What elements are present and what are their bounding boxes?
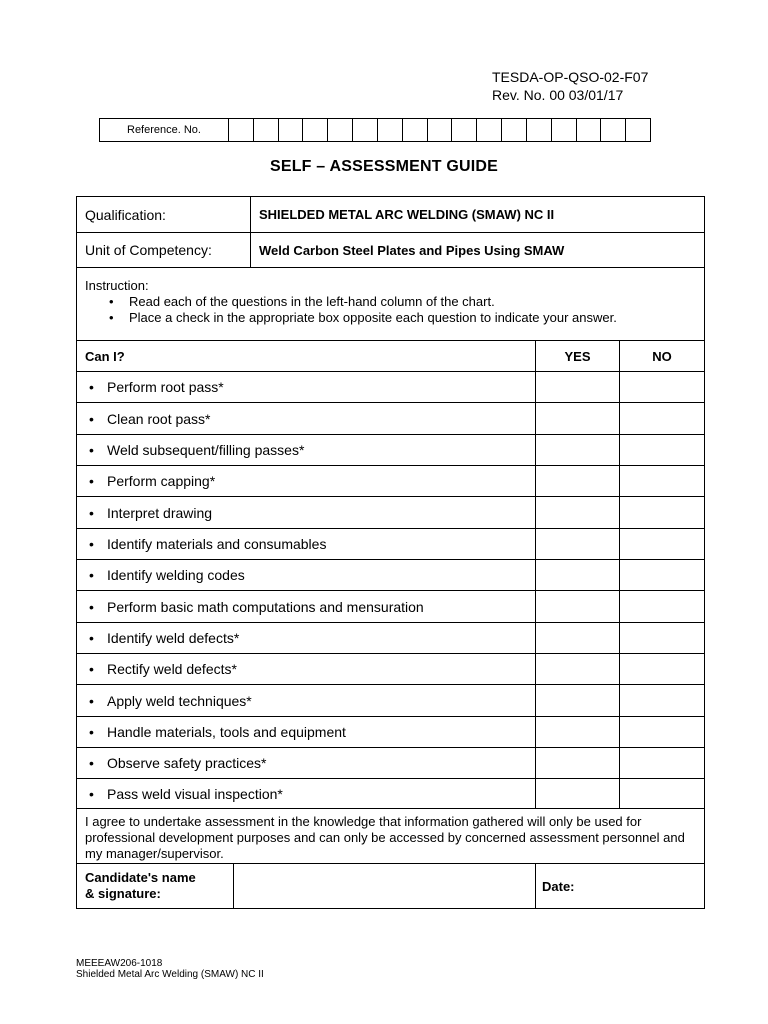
bullet-icon: • bbox=[89, 724, 94, 740]
no-checkbox[interactable] bbox=[620, 779, 704, 808]
bullet-icon: • bbox=[89, 755, 94, 771]
table-header-row bbox=[77, 341, 704, 372]
reference-digit-box[interactable] bbox=[328, 119, 353, 141]
qualification-value: SHIELDED METAL ARC WELDING (SMAW) NC II bbox=[259, 207, 555, 222]
candidate-name-label-line2: & signature: bbox=[85, 886, 161, 901]
reference-digit-box[interactable] bbox=[577, 119, 602, 141]
reference-digit-box[interactable] bbox=[403, 119, 428, 141]
bullet-icon: • bbox=[89, 473, 94, 489]
question-text: Identify welding codes bbox=[107, 567, 245, 583]
bullet-icon: • bbox=[89, 536, 94, 552]
reference-digit-box[interactable] bbox=[626, 119, 650, 141]
bullet-icon: • bbox=[89, 504, 94, 521]
footer-code: MEEEAW206-1018 bbox=[76, 958, 163, 969]
reference-digit-box[interactable] bbox=[229, 119, 254, 141]
no-checkbox[interactable] bbox=[620, 435, 704, 465]
yes-checkbox[interactable] bbox=[536, 717, 620, 747]
question-text: Perform root pass* bbox=[107, 379, 224, 395]
reference-label: Reference. No. bbox=[100, 119, 229, 141]
reference-digit-box[interactable] bbox=[303, 119, 328, 141]
reference-digit-box[interactable] bbox=[254, 119, 279, 141]
reference-digit-box[interactable] bbox=[428, 119, 453, 141]
bullet-icon: • bbox=[89, 661, 94, 677]
no-checkbox[interactable] bbox=[620, 623, 704, 653]
yes-checkbox[interactable] bbox=[536, 748, 620, 778]
question-text: Pass weld visual inspection* bbox=[107, 785, 283, 802]
yes-checkbox[interactable] bbox=[536, 372, 620, 402]
question-row bbox=[77, 717, 704, 748]
no-checkbox[interactable] bbox=[620, 372, 704, 402]
question-text: Identify weld defects* bbox=[107, 630, 240, 646]
instruction-heading: Instruction: bbox=[85, 278, 149, 293]
question-row bbox=[77, 497, 704, 529]
instruction-item: • Read each of the questions in the left-hand column of the chart. bbox=[85, 294, 704, 310]
bullet-icon: • bbox=[89, 598, 94, 615]
question-text: Rectify weld defects* bbox=[107, 661, 237, 677]
yes-checkbox[interactable] bbox=[536, 466, 620, 496]
candidate-name-label bbox=[77, 864, 234, 908]
yes-checkbox[interactable] bbox=[536, 623, 620, 653]
instruction-box bbox=[77, 268, 704, 341]
reference-digit-box[interactable] bbox=[452, 119, 477, 141]
reference-digit-box[interactable] bbox=[353, 119, 378, 141]
bullet-icon: • bbox=[89, 567, 94, 583]
bullet-icon: • bbox=[89, 692, 94, 709]
revision-number: Rev. No. 00 03/01/17 bbox=[492, 87, 624, 103]
question-text: Interpret drawing bbox=[107, 504, 213, 521]
bullet-icon: • bbox=[89, 630, 94, 646]
question-text: Handle materials, tools and equipment bbox=[107, 724, 346, 740]
footer-qualification: Shielded Metal Arc Welding (SMAW) NC II bbox=[76, 969, 264, 980]
agreement-statement: I agree to undertake assessment in the knowledge that information gathered will only be used for professional development purposes and can only be accessed by concerned assessment personnel and my manager/supervisor. bbox=[77, 809, 704, 864]
question-row bbox=[77, 779, 704, 809]
question-row bbox=[77, 685, 704, 717]
question-row bbox=[77, 591, 704, 623]
bullet-icon: • bbox=[89, 785, 94, 802]
reference-digit-box[interactable] bbox=[552, 119, 577, 141]
question-text: Observe safety practices* bbox=[107, 755, 267, 771]
no-checkbox[interactable] bbox=[620, 403, 704, 434]
reference-digit-box[interactable] bbox=[502, 119, 527, 141]
yes-checkbox[interactable] bbox=[536, 529, 620, 559]
no-checkbox[interactable] bbox=[620, 685, 704, 716]
form-code: TESDA-OP-QSO-02-F07 bbox=[492, 69, 649, 85]
qualification-label: Qualification: bbox=[77, 197, 251, 232]
question-row bbox=[77, 372, 704, 403]
date-field[interactable] bbox=[536, 864, 704, 908]
yes-header: YES bbox=[536, 341, 620, 371]
no-checkbox[interactable] bbox=[620, 466, 704, 496]
no-checkbox[interactable] bbox=[620, 591, 704, 622]
question-row bbox=[77, 435, 704, 466]
bullet-icon: • bbox=[89, 410, 94, 427]
instruction-item: • Place a check in the appropriate box opposite each question to indicate your answer. bbox=[85, 310, 704, 326]
yes-checkbox[interactable] bbox=[536, 685, 620, 716]
question-text: Identify materials and consumables bbox=[107, 536, 327, 552]
qualification-row bbox=[77, 197, 704, 233]
yes-checkbox[interactable] bbox=[536, 497, 620, 528]
question-row bbox=[77, 529, 704, 560]
unit-label: Unit of Competency: bbox=[77, 233, 251, 267]
yes-checkbox[interactable] bbox=[536, 654, 620, 684]
question-text: Weld subsequent/filling passes* bbox=[107, 442, 305, 458]
no-checkbox[interactable] bbox=[620, 748, 704, 778]
question-text: Clean root pass* bbox=[107, 410, 211, 427]
reference-digit-box[interactable] bbox=[378, 119, 403, 141]
question-row bbox=[77, 654, 704, 685]
question-text: Perform basic math computations and mensuration bbox=[107, 598, 424, 615]
page-title: SELF – ASSESSMENT GUIDE bbox=[269, 158, 499, 175]
question-row bbox=[77, 403, 704, 435]
unit-value: Weld Carbon Steel Plates and Pipes Using SMAW bbox=[259, 242, 565, 258]
no-checkbox[interactable] bbox=[620, 717, 704, 747]
unit-of-competency-row bbox=[77, 233, 704, 268]
question-row bbox=[77, 748, 704, 779]
question-row bbox=[77, 466, 704, 497]
can-i-header: Can I? bbox=[77, 341, 536, 371]
no-checkbox[interactable] bbox=[620, 560, 704, 590]
yes-checkbox[interactable] bbox=[536, 779, 620, 808]
question-text: Perform capping* bbox=[107, 473, 216, 489]
question-row bbox=[77, 623, 704, 654]
yes-checkbox[interactable] bbox=[536, 560, 620, 590]
no-checkbox[interactable] bbox=[620, 654, 704, 684]
reference-number-boxes bbox=[99, 118, 651, 142]
reference-digit-box[interactable] bbox=[601, 119, 626, 141]
candidate-name-label-line1: Candidate's name bbox=[85, 870, 196, 885]
yes-checkbox[interactable] bbox=[536, 403, 620, 434]
no-checkbox[interactable] bbox=[620, 497, 704, 528]
no-header: NO bbox=[652, 348, 672, 364]
question-row bbox=[77, 560, 704, 591]
date-label: Date: bbox=[542, 878, 575, 894]
signature-row bbox=[77, 864, 704, 908]
yes-checkbox[interactable] bbox=[536, 435, 620, 465]
reference-digit-box[interactable] bbox=[477, 119, 502, 141]
yes-checkbox[interactable] bbox=[536, 591, 620, 622]
signature-field[interactable] bbox=[234, 864, 536, 908]
question-text: Apply weld techniques* bbox=[107, 692, 252, 709]
reference-digit-box[interactable] bbox=[527, 119, 552, 141]
reference-digit-box[interactable] bbox=[279, 119, 304, 141]
assessment-form bbox=[76, 196, 705, 909]
bullet-icon: • bbox=[89, 442, 94, 458]
no-checkbox[interactable] bbox=[620, 529, 704, 559]
bullet-icon: • bbox=[89, 379, 94, 395]
